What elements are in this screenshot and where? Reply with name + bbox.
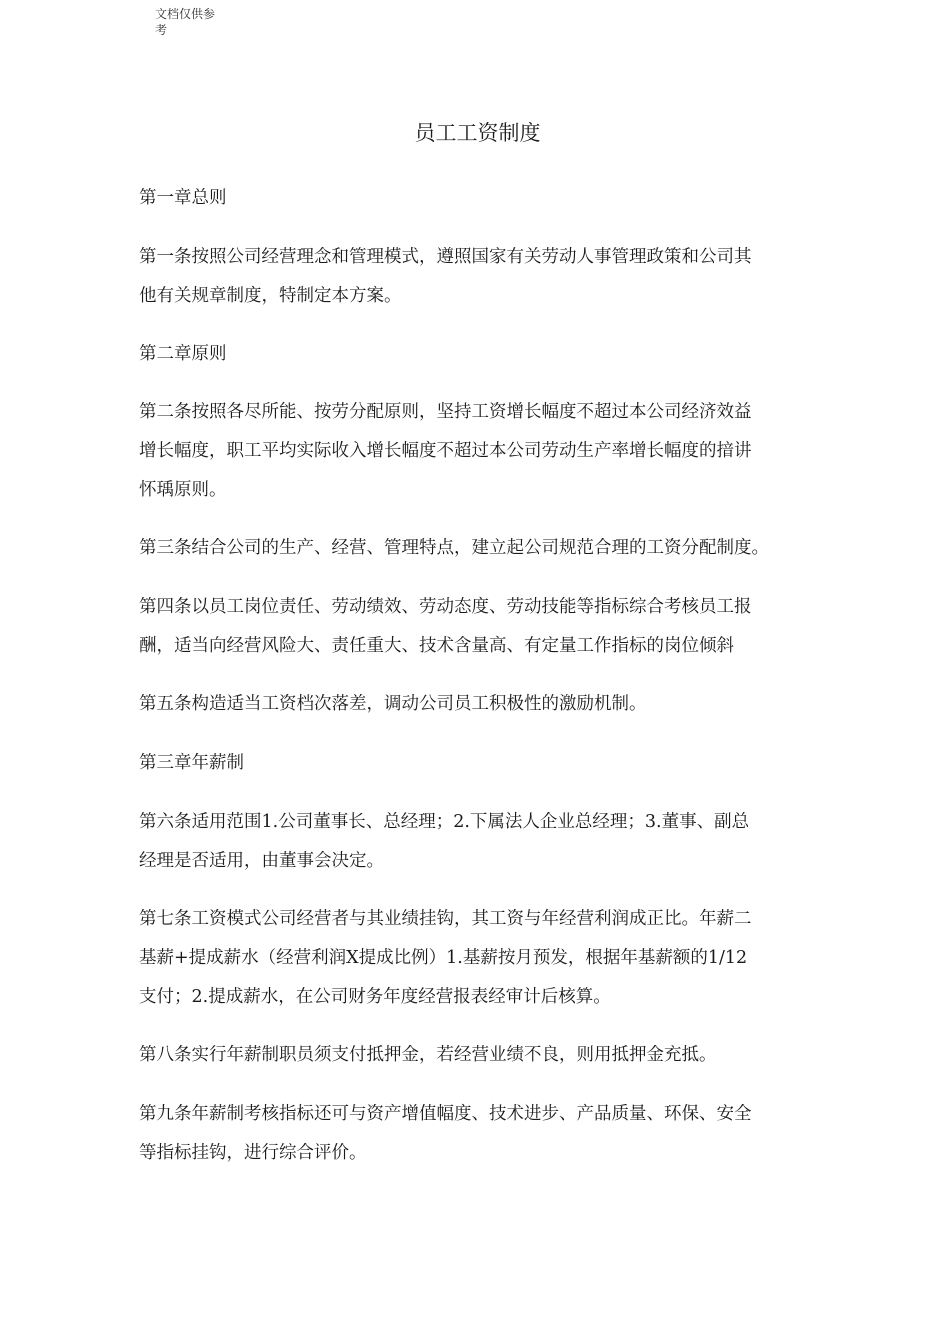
text-line: 第六条适用范围1.公司董事长、总经理；2.下属法人企业总经理；3.董事、副总: [139, 812, 750, 832]
article-9: [139, 1095, 829, 1173]
chapter-heading-3: [139, 744, 829, 783]
text-line: 第二条按照各尽所能、按劳分配原则，坚持工资增长幅度不超过本公司经济效益: [139, 402, 752, 422]
text-line: 第九条年薪制考核指标还可与资产增值幅度、技术进步、产品质量、环保、安全: [139, 1104, 752, 1124]
article-7: [139, 900, 829, 1017]
document-title: 员工工资制度: [414, 121, 541, 145]
article-1: [139, 238, 829, 316]
text-line: 怀瑀原则。: [139, 480, 227, 500]
text-line: 第二章原则: [139, 344, 227, 364]
text-line: 增长幅度，职工平均实际收入增长幅度不超过本公司劳动生产率增长幅度的揞讲: [139, 441, 752, 461]
text-line: 他有关规章制度，特制定本方案。: [139, 286, 402, 306]
article-8: [139, 1036, 829, 1075]
text-line: 第三章年薪制: [139, 753, 244, 773]
watermark-line-1: 文档仅供参: [155, 7, 216, 21]
article-4: [139, 588, 829, 666]
article-6: [139, 803, 829, 881]
chapter-heading-1: [139, 179, 829, 218]
chapter-heading-2: [139, 335, 829, 374]
text-line: 第一章总则: [139, 188, 227, 208]
text-line: 第五条构造适当工资档次落差，调动公司员工积极性的激励机制。: [139, 694, 647, 714]
text-line: 第一条按照公司经营理念和管理模式，遵照国家有关劳动人事管理政策和公司其: [139, 247, 752, 267]
article-3: [139, 529, 829, 568]
text-line: 第八条实行年薪制职员须支付抵押金，若经营业绩不良，则用抵押金充抵。: [139, 1045, 717, 1065]
watermark: [155, 6, 235, 38]
text-line: 第三条结合公司的生产、经营、管理特点，建立起公司规范合理的工资分配制度。: [139, 538, 769, 558]
watermark-line-2: 考: [155, 23, 168, 37]
text-line: 第七条工资模式公司经营者与其业绩挂钩，其工资与年经营利润成正比。年薪二: [139, 909, 752, 929]
text-line: 支付；2.提成薪水，在公司财务年度经营报表经审计后核算。: [139, 987, 611, 1007]
text-line: 酬，适当向经营风险大、责任重大、技术含量高、有定量工作指标的岗位倾斜: [139, 636, 734, 656]
text-line: 等指标挂钩，进行综合评价。: [139, 1143, 367, 1163]
text-line: 经理是否适用，由董事会决定。: [139, 851, 384, 871]
article-2: [139, 393, 829, 510]
article-5: [139, 685, 829, 724]
text-line: 基薪+提成薪水（经营利润X提成比例）1.基薪按月预发，根据年基薪额的1/12: [139, 948, 748, 968]
text-line: 第四条以员工岗位责任、劳动绩效、劳动态度、劳动技能等指标综合考核员工报: [139, 597, 752, 617]
